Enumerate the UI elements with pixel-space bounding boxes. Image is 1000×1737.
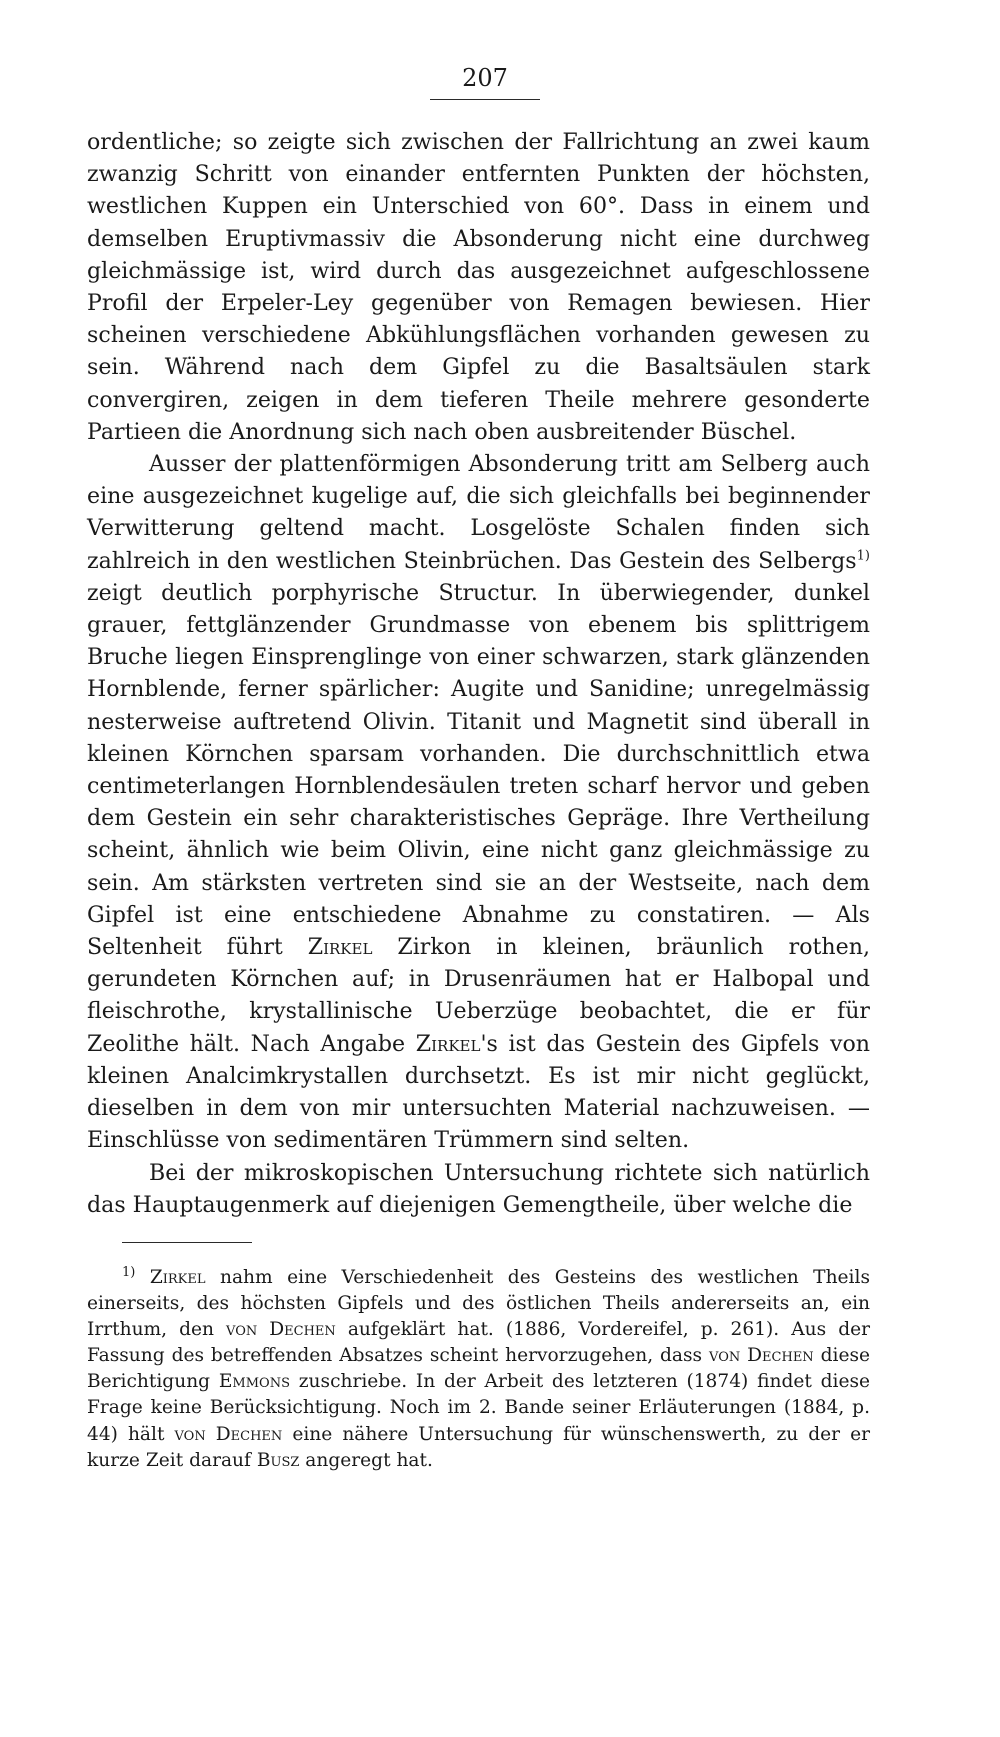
footnote-text: diese Berichtigung (87, 1345, 871, 1393)
paragraph-2-text-a: Ausser der plattenförmigen Absonderung tritt am Selberg auch eine ausgezeichnet kugelige auf, die sich gleichfalls bei beginnender Verwitterung geltend macht. Losgelöste Schalen finden sich zahlreich in den westlichen Steinbrüchen. Das Gestein des Selbergs (87, 451, 870, 574)
paragraph-2-text-c: Zirkon in kleinen, bräunlich rothen, gerundeten Körnchen auf; in Drusenräumen hat er Halbopal und fleischrothe, krystallinische Ueberzüge beobachtet, die er für Zeolithe hält. Nach Angabe (87, 934, 870, 1057)
footnote-text: angeregt hat. (299, 1449, 433, 1471)
footnote-text: eine nähere Untersuchung für wünschenswerth, zu der er kurze Zeit darauf (87, 1423, 870, 1471)
author-name: Zirkel (307, 934, 373, 961)
footnotes (87, 1265, 870, 1474)
author-name: von Dechen (709, 1345, 814, 1367)
footnote-text: aufgeklärt hat. (1886, Vordereifel, p. 261). Aus der Fassung des betreffenden Absatzes scheint hervorzugehen, dass (87, 1319, 870, 1367)
paragraph-2-text-d: 's ist das Gestein des Gipfels von kleinen Analcimkrystallen durchsetzt. Es ist mir nicht geglückt, dieselben in dem von mir untersuchten Material nachzuweisen. — Einschlüsse von sedimentären Trümmern sind selten. (87, 1030, 870, 1154)
author-name: Zirkel (415, 1030, 481, 1057)
author-name: von Dechen (174, 1423, 283, 1445)
footnote-1 (87, 1265, 870, 1474)
author-name: von Dechen (226, 1319, 336, 1341)
footnote-text: zuschriebe. In der Arbeit des letzteren (1874) findet diese Frage keine Berücksichtigung. Noch im 2. Bande seiner Erläuterungen (1884, p. 44) hält (87, 1371, 870, 1445)
footnote-mark: 1) (122, 1264, 136, 1280)
paragraph-2-text-b: zeigt deutlich porphyrische Structur. In überwiegender, dunkel grauer, fettglänzender Grundmasse von ebenem bis splittrigem Bruche liegen Einsprenglinge von einer schwarzen, stark glänzenden Hornblende, ferner spärlicher: Augite und Sanidine; unregelmässig nesterweise auftretend Olivin. Titanit und Magnetit sind überall in kleinen Körnchen sparsam vorhanden. Die durchschnittlich etwa centimeterlangen Hornblendesäulen treten scharf hervor und geben dem Gestein ein sehr charakteristisches Gepräge. Ihre Vertheilung scheint, ähnlich wie beim Olivin, eine nicht ganz gleichmässige zu sein. Am stärksten vertreten sind sie an der Westseite, nach dem Gipfel ist eine entschiedene Abnahme zu constatiren. — Als Seltenheit führt (87, 579, 870, 961)
page-number: 207 (462, 64, 508, 92)
main-text (87, 126, 870, 1221)
author-name: Zirkel (149, 1267, 206, 1288)
footnote-rule (122, 1242, 252, 1243)
paragraph-2 (87, 448, 870, 1156)
author-name: Emmons (218, 1371, 290, 1393)
paragraph-3: Bei der mikroskopischen Untersuchung richtete sich natürlich das Hauptaugenmerk auf diejenigen Gemengtheile, über welche die (87, 1159, 870, 1218)
footnote-reference: 1) (856, 548, 870, 564)
header-rule (430, 99, 540, 100)
footnote-text: nahm eine Verschiedenheit des Gesteins des westlichen Theils einerseits, des höchsten Gipfels und des östlichen Theils andererseits an, ein Irrthum, den (87, 1267, 870, 1341)
author-name: Busz (256, 1449, 300, 1471)
paragraph-1: ordentliche; so zeigte sich zwischen der Fallrichtung an zwei kaum zwanzig Schritt von einander entfernten Punkten der höchsten, westlichen Kuppen ein Unterschied von 60°. Dass in einem und demselben Eruptivmassiv die Absonderung nicht eine durchweg gleichmässige ist, wird durch das ausgezeichnet aufgeschlossene Profil der Erpeler-Ley gegenüber von Remagen bewiesen. Hier scheinen verschiedene Abkühlungsflächen vorhanden gewesen zu sein. Während nach dem Gipfel zu die Basaltsäulen stark convergiren, zeigen in dem tieferen Theile mehrere gesonderte Partieen die Anordnung sich nach oben ausbreitender Büschel. (87, 129, 870, 445)
